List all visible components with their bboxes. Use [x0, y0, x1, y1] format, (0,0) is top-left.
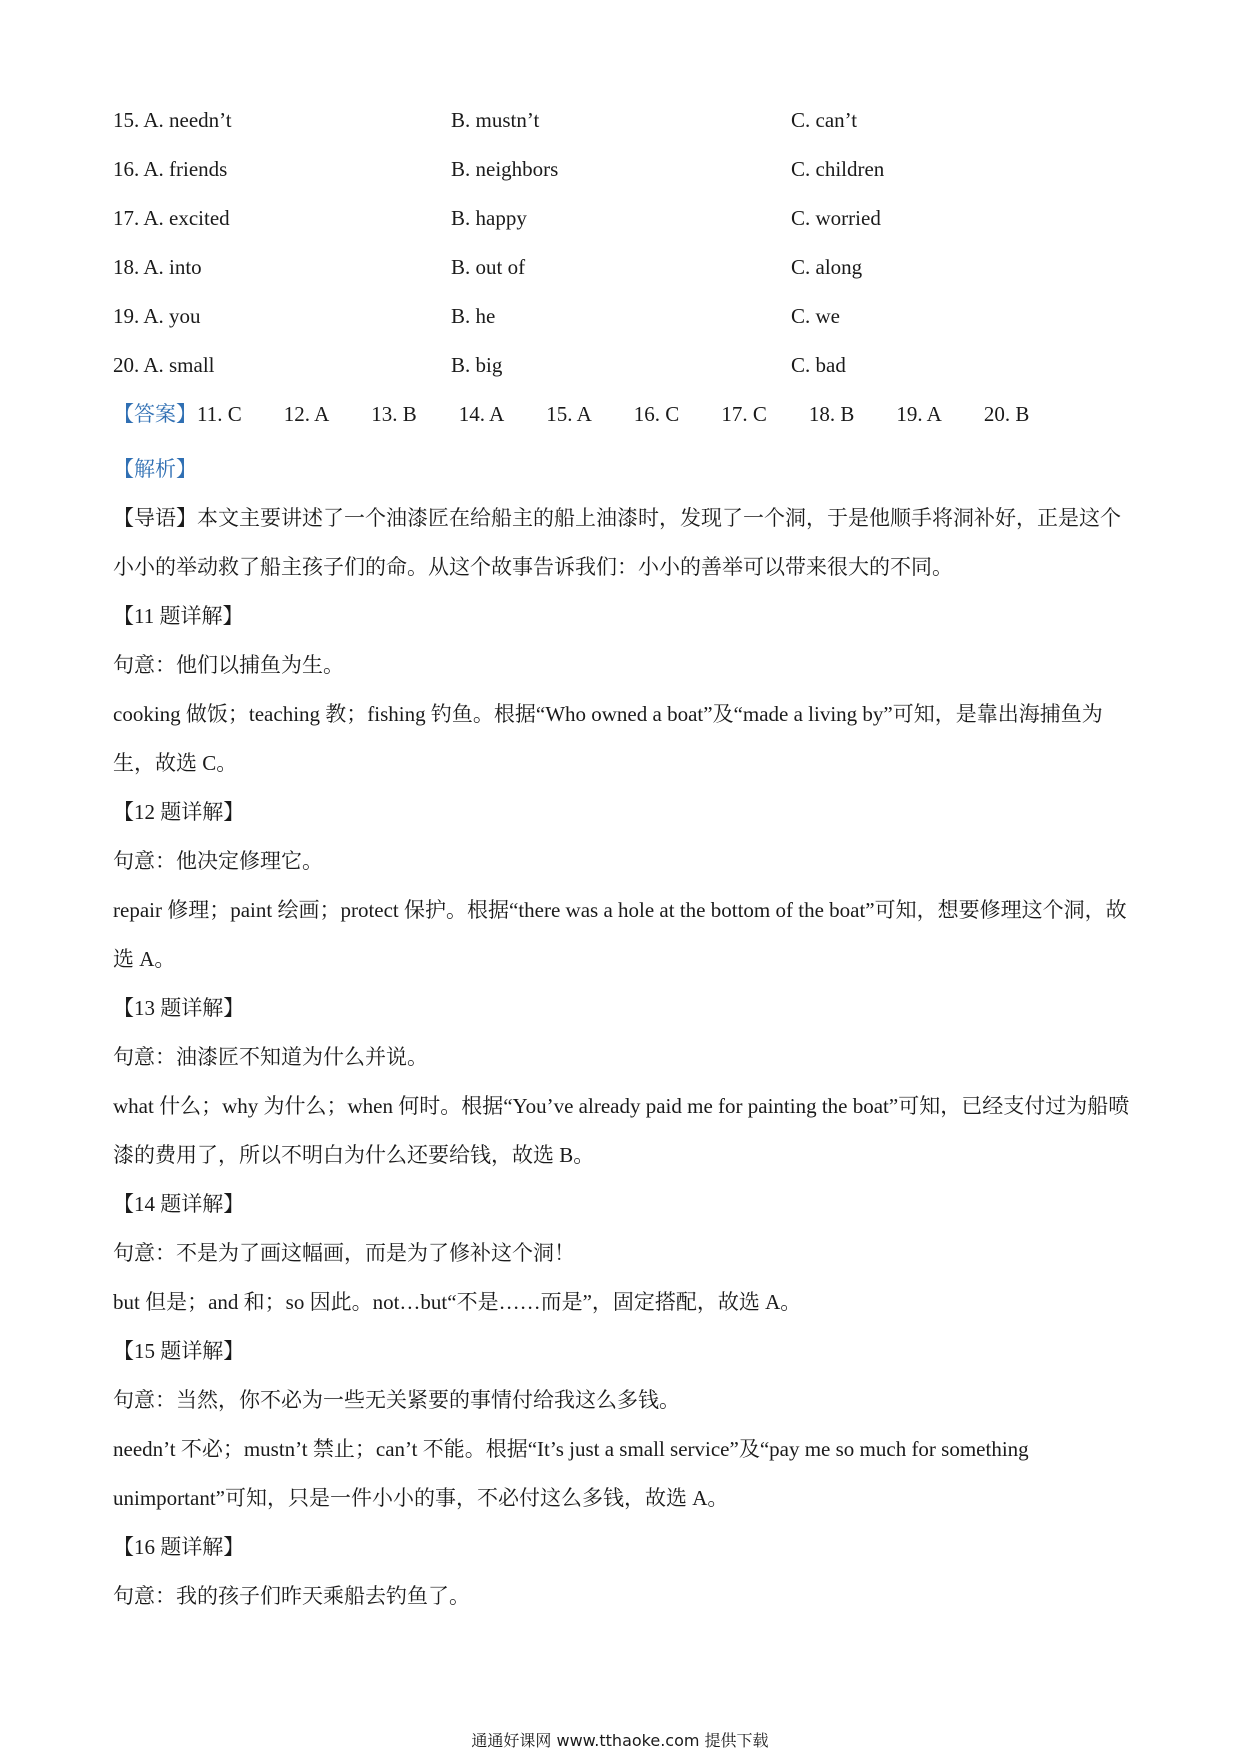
answer-item: 15. A — [546, 402, 592, 426]
section-title: 【15 题详解】 — [113, 1339, 245, 1363]
answer-item: 14. A — [458, 402, 505, 426]
section-detail: but 但是；and 和；so 因此。not…but“不是……而是”，固定搭配，故选 A。 — [113, 1290, 802, 1314]
section-meaning: 句意：他决定修理它。 — [113, 849, 323, 873]
answer-item: 17. C — [721, 402, 767, 426]
answer-line — [113, 396, 1071, 432]
section-detail: repair 修理；paint 绘画；protect 保护。根据“there was a hole at the bottom of the boat”可知，想要修理这个洞，故选 A。 — [113, 898, 1127, 971]
option-a: 18. A. into — [113, 255, 202, 279]
answer-item: 13. B — [371, 402, 417, 426]
option-c: C. we — [791, 304, 840, 328]
option-b: B. out of — [451, 255, 526, 279]
option-row — [113, 249, 1113, 298]
option-a: 20. A. small — [113, 353, 215, 377]
section-detail: needn’t 不必；mustn’t 禁止；can’t 不能。根据“It’s just a small service”及“pay me so much for something unimportant”可知，只是一件小小的事，不必付这么多钱，故选 A。 — [113, 1437, 1029, 1510]
option-c: C. bad — [791, 353, 846, 377]
options-list — [113, 102, 1113, 396]
option-row — [113, 298, 1113, 347]
analysis-tag: 【解析】 — [113, 457, 197, 481]
answer-tag: 【答案】 — [113, 402, 197, 426]
option-a: 17. A. excited — [113, 206, 230, 230]
section-title: 【13 题详解】 — [113, 996, 245, 1020]
answer-item: 12. A — [283, 402, 330, 426]
answer-item: 18. B — [808, 402, 855, 426]
option-c: C. can’t — [791, 108, 858, 132]
page-footer: 通通好课网 www.tthaoke.com 提供下载 — [471, 1731, 769, 1750]
guide-paragraph: 【导语】本文主要讲述了一个油漆匠在给船主的船上油漆时，发现了一个洞，于是他顺手将洞补好，正是这个小小的举动救了船主孩子们的命。从这个故事告诉我们：小小的善举可以带来很大的不同。 — [113, 506, 1121, 579]
answer-item: 20. B — [983, 402, 1030, 426]
option-b: B. big — [451, 353, 503, 377]
option-b: B. mustn’t — [451, 108, 540, 132]
option-c: C. children — [791, 157, 885, 181]
section-meaning: 句意：不是为了画这幅画，而是为了修补这个洞！ — [113, 1241, 575, 1265]
option-b: B. he — [451, 304, 496, 328]
option-a: 19. A. you — [113, 304, 201, 328]
option-a: 16. A. friends — [113, 157, 228, 181]
section-title: 【14 题详解】 — [113, 1192, 245, 1216]
section-detail: what 什么；why 为什么；when 何时。根据“You’ve already paid me for painting the boat”可知，已经支付过为船喷漆的费用了，所以不明白为什么还要给钱，故选 B。 — [113, 1094, 1130, 1167]
section-title: 【11 题详解】 — [113, 604, 244, 628]
option-c: C. worried — [791, 206, 881, 230]
section-meaning: 句意：油漆匠不知道为什么并说。 — [113, 1045, 428, 1069]
option-row — [113, 102, 1113, 151]
section-meaning: 句意：他们以捕鱼为生。 — [113, 653, 344, 677]
section-meaning: 句意：当然，你不必为一些无关紧要的事情付给我这么多钱。 — [113, 1388, 680, 1412]
option-a: 15. A. needn’t — [113, 108, 232, 132]
answer-item: 16. C — [633, 402, 680, 426]
option-row — [113, 347, 1113, 396]
answer-item: 11. C — [197, 402, 242, 426]
section-detail: cooking 做饭；teaching 教；fishing 钓鱼。根据“Who owned a boat”及“made a living by”可知，是靠出海捕鱼为生，故选 C。 — [113, 702, 1103, 775]
analysis-content — [113, 445, 1133, 1621]
option-b: B. neighbors — [451, 157, 559, 181]
option-c: C. along — [791, 255, 863, 279]
section-meaning: 句意：我的孩子们昨天乘船去钓鱼了。 — [113, 1584, 470, 1608]
section-title: 【16 题详解】 — [113, 1535, 245, 1559]
option-b: B. happy — [451, 206, 527, 230]
option-row — [113, 200, 1113, 249]
option-row — [113, 151, 1113, 200]
section-title: 【12 题详解】 — [113, 800, 245, 824]
answer-item: 19. A — [896, 402, 942, 426]
